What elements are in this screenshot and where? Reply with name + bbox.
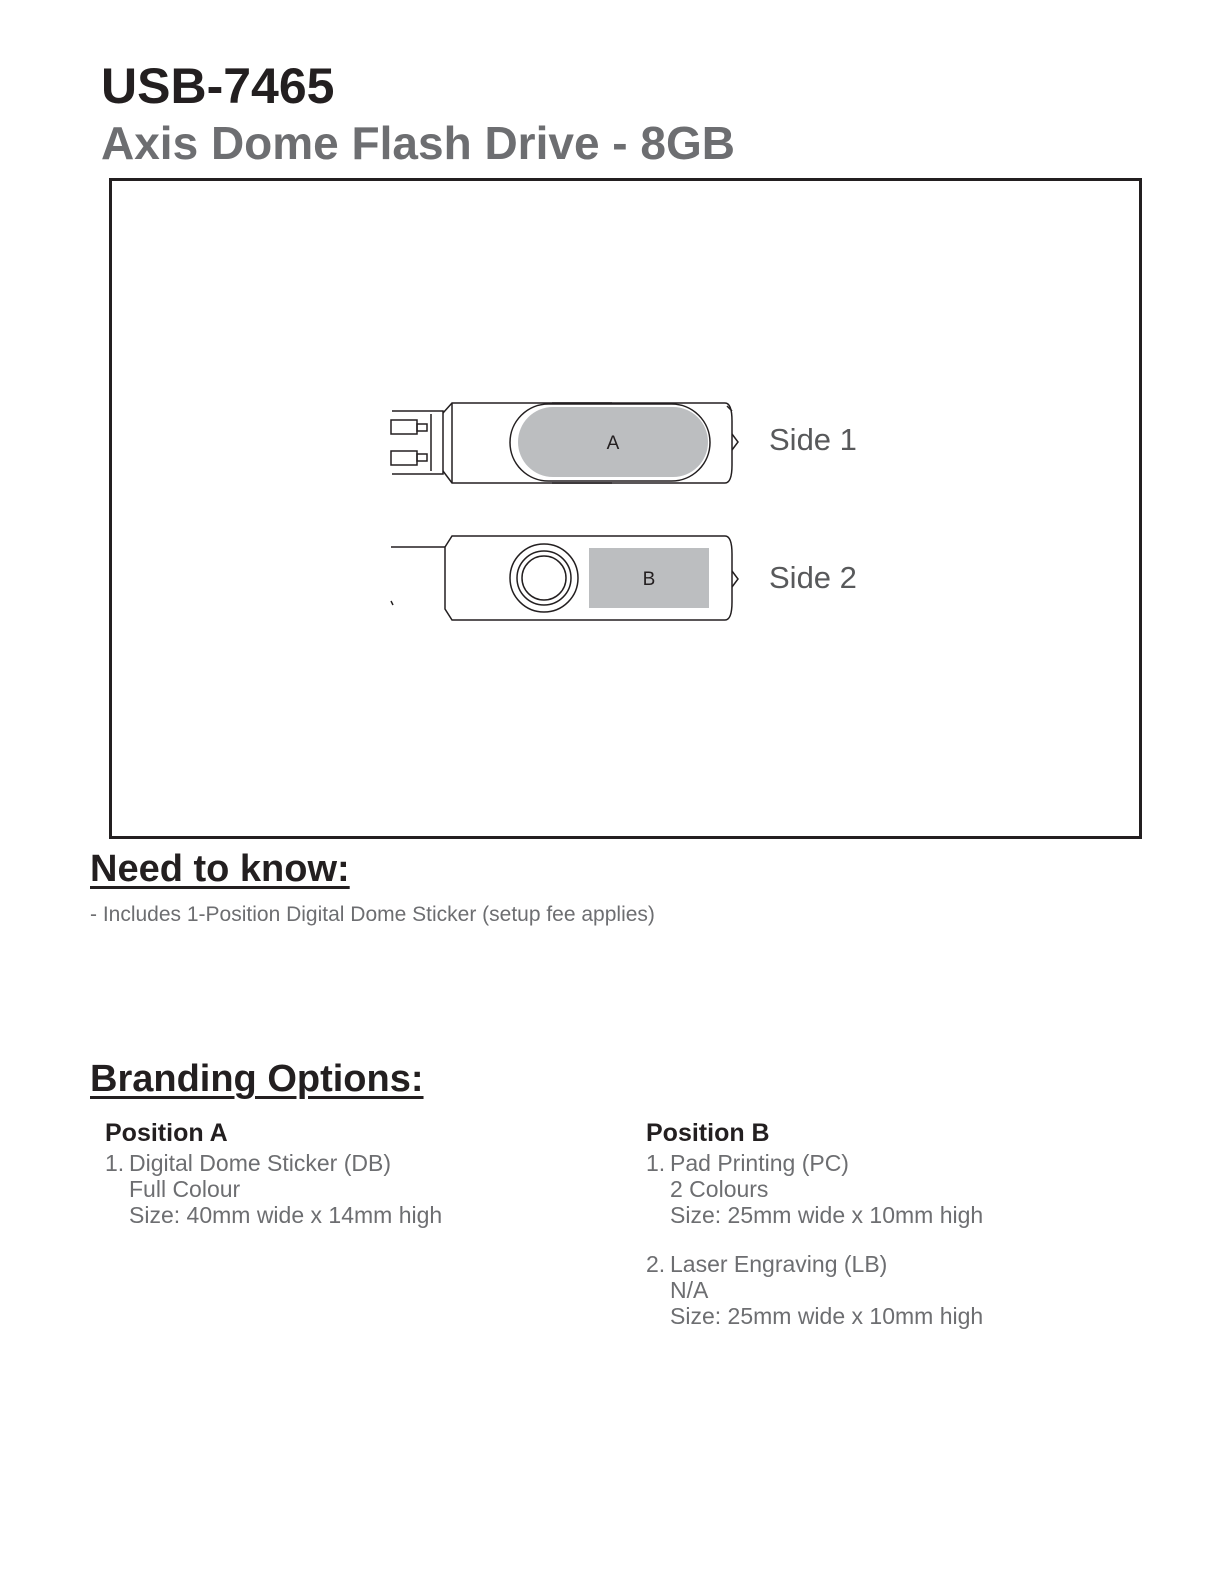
option-size: Size: 25mm wide x 10mm high: [670, 1202, 984, 1228]
side-1-label: Side 1: [769, 422, 857, 457]
option-method: Laser Engraving (LB): [670, 1251, 888, 1277]
branding-options-heading: Branding Options:: [90, 1058, 424, 1100]
option-number: 1.: [646, 1150, 666, 1176]
position-b-title: Position B: [646, 1119, 770, 1147]
product-diagram: [109, 178, 1142, 839]
option-colours: N/A: [670, 1277, 709, 1303]
swivel-pivot: [510, 544, 578, 612]
option-size: Size: 40mm wide x 14mm high: [129, 1202, 443, 1228]
option-number: 1.: [105, 1150, 125, 1176]
side-2-label: Side 2: [769, 560, 857, 595]
product-name: Axis Dome Flash Drive - 8GB: [101, 117, 735, 169]
option-size: Size: 25mm wide x 10mm high: [670, 1303, 984, 1329]
usb-contact-bottom: [391, 451, 417, 465]
option-colours: 2 Colours: [670, 1176, 769, 1202]
position-a-block: [105, 1118, 585, 1251]
need-to-know-note: - Includes 1-Position Digital Dome Sticker (setup fee applies): [90, 903, 655, 926]
option-number: 2.: [646, 1251, 666, 1277]
marker-b: B: [642, 569, 656, 590]
marker-a: A: [606, 433, 620, 454]
usb-drive-drawing: [112, 181, 1139, 836]
product-sku: USB-7465: [101, 58, 335, 114]
need-to-know-heading: Need to know:: [90, 848, 350, 890]
option-colours: Full Colour: [129, 1176, 241, 1202]
position-b-option-2: [646, 1251, 1126, 1329]
usb-contact-top: [391, 420, 417, 434]
position-b-option-1: [646, 1150, 1126, 1228]
position-b-block: [646, 1118, 1126, 1352]
position-a-title: Position A: [105, 1119, 228, 1147]
position-a-option-1: [105, 1150, 585, 1228]
option-method: Digital Dome Sticker (DB): [129, 1150, 391, 1176]
option-method: Pad Printing (PC): [670, 1150, 849, 1176]
